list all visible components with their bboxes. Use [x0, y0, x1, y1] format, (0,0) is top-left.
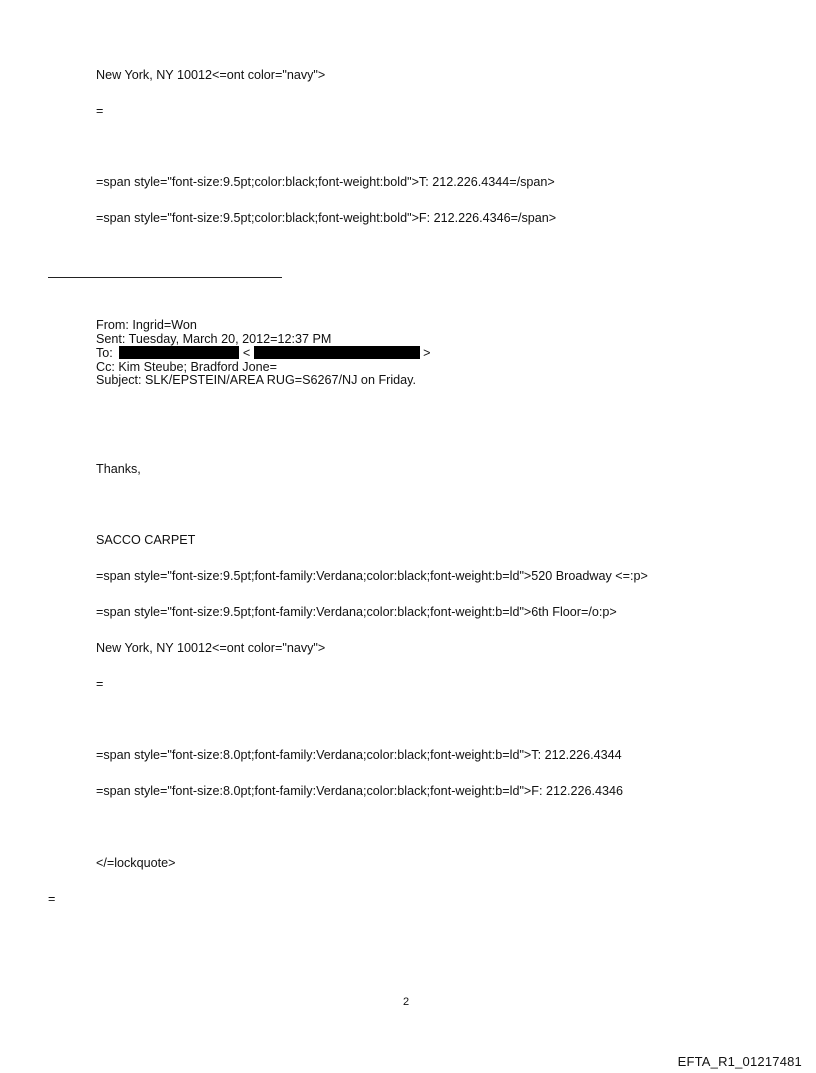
- redaction-box: [119, 346, 239, 359]
- from-line: From: Ingrid=Won: [96, 318, 197, 332]
- to-open-bracket: <: [242, 346, 251, 360]
- top-fax-line: =span style="font-size:9.5pt;color:black;font-weight:bold">F: 212.226.4346=/span>: [96, 211, 557, 225]
- email-header: [96, 319, 431, 388]
- blockquote-close-line: </=lockquote>: [96, 856, 176, 870]
- sent-line: Sent: Tuesday, March 20, 2012=12:37 PM: [96, 331, 332, 346]
- to-close-bracket: >: [423, 346, 431, 360]
- company-name: SACCO CARPET: [96, 533, 196, 547]
- top-equals-line: =: [96, 104, 104, 118]
- street-line: =span style="font-size:9.5pt;font-family:Verdana;color:black;font-weight:b=ld">520 Broadway <=:p>: [96, 569, 648, 583]
- equals-line: =: [96, 677, 104, 691]
- page-number: 2: [403, 996, 410, 1008]
- bottom-equals-line: =: [48, 892, 56, 906]
- subject-line: Subject: SLK/EPSTEIN/AREA RUG=S6267/NJ on Friday.: [96, 373, 416, 387]
- fax-line: =span style="font-size:8.0pt;font-family:Verdana;color:black;font-weight:b=ld">F: 212.226.4346: [96, 784, 624, 798]
- redaction-box: [254, 346, 420, 359]
- phone-line: =span style="font-size:8.0pt;font-family:Verdana;color:black;font-weight:b=ld">T: 212.226.4344: [96, 748, 622, 762]
- to-line: [96, 346, 431, 361]
- top-phone-line: =span style="font-size:9.5pt;color:black;font-weight:bold">T: 212.226.4344=/span>: [96, 175, 555, 189]
- thanks-line: Thanks,: [96, 462, 141, 476]
- top-address-line: New York, NY 10012<=ont color="navy">: [96, 68, 326, 82]
- to-label: To:: [96, 346, 113, 360]
- header-separator-rule: [48, 277, 282, 278]
- floor-line: =span style="font-size:9.5pt;font-family:Verdana;color:black;font-weight:b=ld">6th Floor=/o:p>: [96, 605, 617, 619]
- document-id-footer: EFTA_R1_01217481: [677, 1054, 802, 1069]
- address-line: New York, NY 10012<=ont color="navy">: [96, 641, 326, 655]
- cc-line: Cc: Kim Steube; Bradford Jone=: [96, 359, 277, 374]
